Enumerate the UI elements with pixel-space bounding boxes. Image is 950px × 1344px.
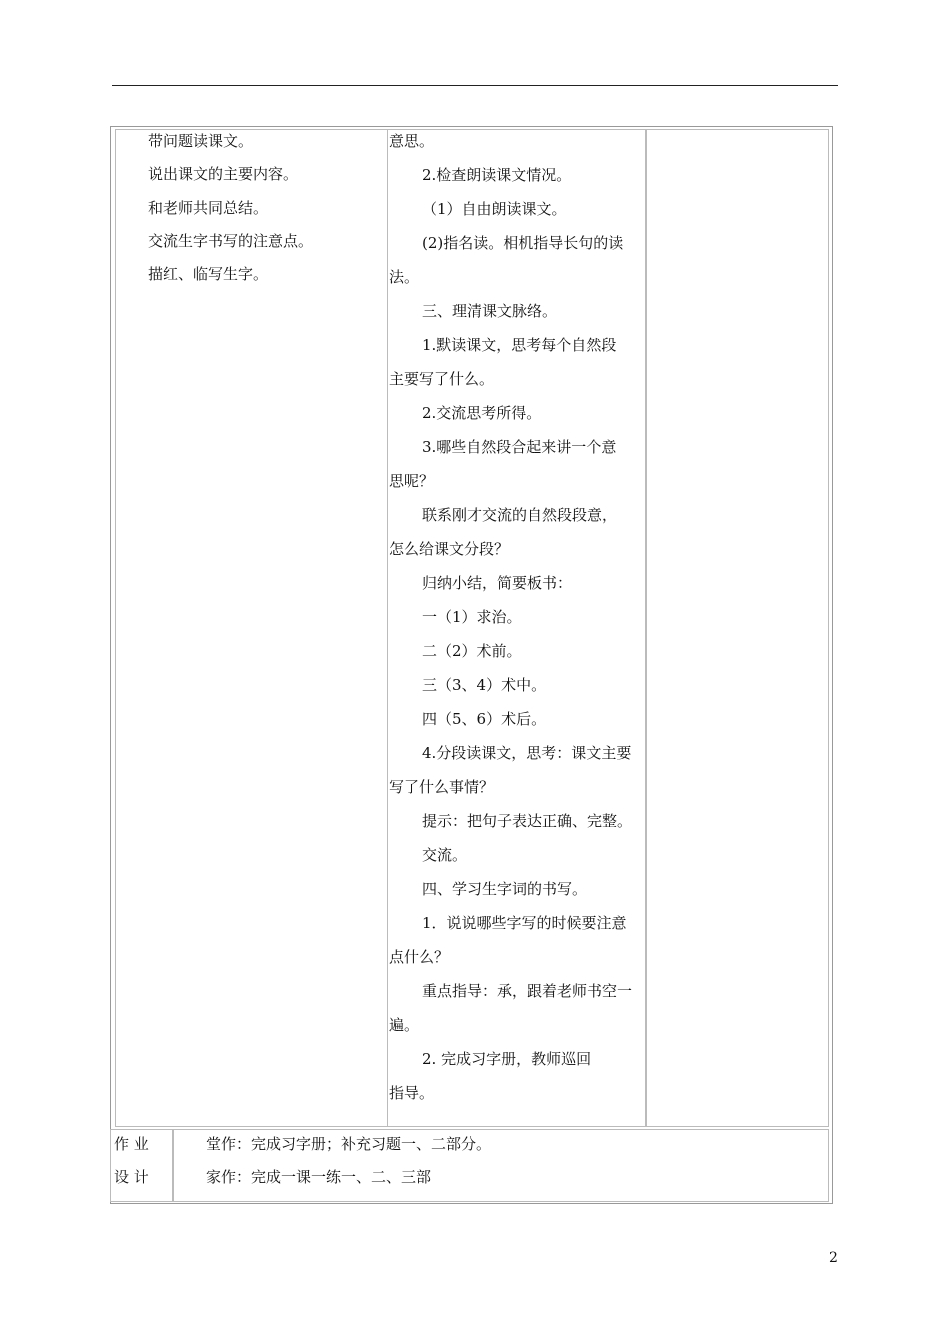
teacher-activity-line: 一（1）求治。	[422, 608, 522, 626]
page-number: 2	[829, 1250, 838, 1266]
teacher-activity-line: 1.默读课文，思考每个自然段	[422, 336, 617, 354]
homework-in-class: 堂作：完成习字册；补充习题一、二部分。	[206, 1135, 492, 1153]
teacher-activity-line: 提示：把句子表达正确、完整。	[422, 812, 633, 830]
teacher-activity-line: 四（5、6）术后。	[422, 710, 547, 728]
homework-label-line1: 作 业	[114, 1135, 149, 1153]
header-rule	[112, 85, 838, 86]
teacher-activity-line: 法。	[389, 268, 420, 286]
homework-label-line2: 设 计	[114, 1168, 149, 1186]
teacher-activity-line: 写了什么事情？	[389, 778, 495, 796]
teacher-activity-line: 3.哪些自然段合起来讲一个意	[422, 438, 617, 456]
teacher-activity-line: 二（2）术前。	[422, 642, 522, 660]
teacher-activity-line: 意思。	[389, 132, 435, 150]
teacher-activity-line: 联系刚才交流的自然段段意，	[422, 506, 618, 524]
teacher-activity-line: 怎么给课文分段？	[389, 540, 510, 558]
teacher-activity-line: 4.分段读课文，思考：课文主要	[422, 744, 632, 762]
student-activity-line: 说出课文的主要内容。	[148, 165, 299, 183]
student-activity-line: 和老师共同总结。	[148, 199, 269, 217]
teacher-activity-line: 重点指导：承，跟着老师书空一	[422, 982, 633, 1000]
teacher-activity-line: (2)指名读。相机指导长句的读	[422, 234, 624, 252]
teacher-activity-line: 指导。	[389, 1084, 435, 1102]
student-activity-line: 带问题读课文。	[148, 132, 254, 150]
teacher-activity-line: 四、学习生字词的书写。	[422, 880, 588, 898]
student-activity-line: 描红、临写生字。	[148, 265, 269, 283]
teacher-activity-line: 点什么？	[389, 948, 450, 966]
student-activity-line: 交流生字书写的注意点。	[148, 232, 314, 250]
teacher-activity-line: 2. 完成习字册，教师巡回	[422, 1050, 592, 1068]
teacher-activity-line: 交流。	[422, 846, 468, 864]
teacher-activity-line: 2.交流思考所得。	[422, 404, 542, 422]
teacher-activity-line: 主要写了什么。	[389, 370, 495, 388]
teacher-activity-line: （1）自由朗读课文。	[422, 200, 567, 218]
teacher-activity-line: 三、理清课文脉络。	[422, 302, 558, 320]
teacher-activity-line: 1．说说哪些字写的时候要注意	[422, 914, 627, 932]
teacher-activity-line: 遍。	[389, 1016, 420, 1034]
teacher-activity-line: 归纳小结，简要板书：	[422, 574, 573, 592]
teacher-activity-line: 2.检查朗读课文情况。	[422, 166, 572, 184]
teacher-activity-line: 思呢？	[389, 472, 435, 490]
homework-at-home: 家作：完成一课一练一、二、三部	[206, 1168, 432, 1186]
teacher-activity-cell	[387, 129, 646, 1127]
teacher-activity-line: 三（3、4）术中。	[422, 676, 547, 694]
notes-cell	[646, 129, 829, 1127]
